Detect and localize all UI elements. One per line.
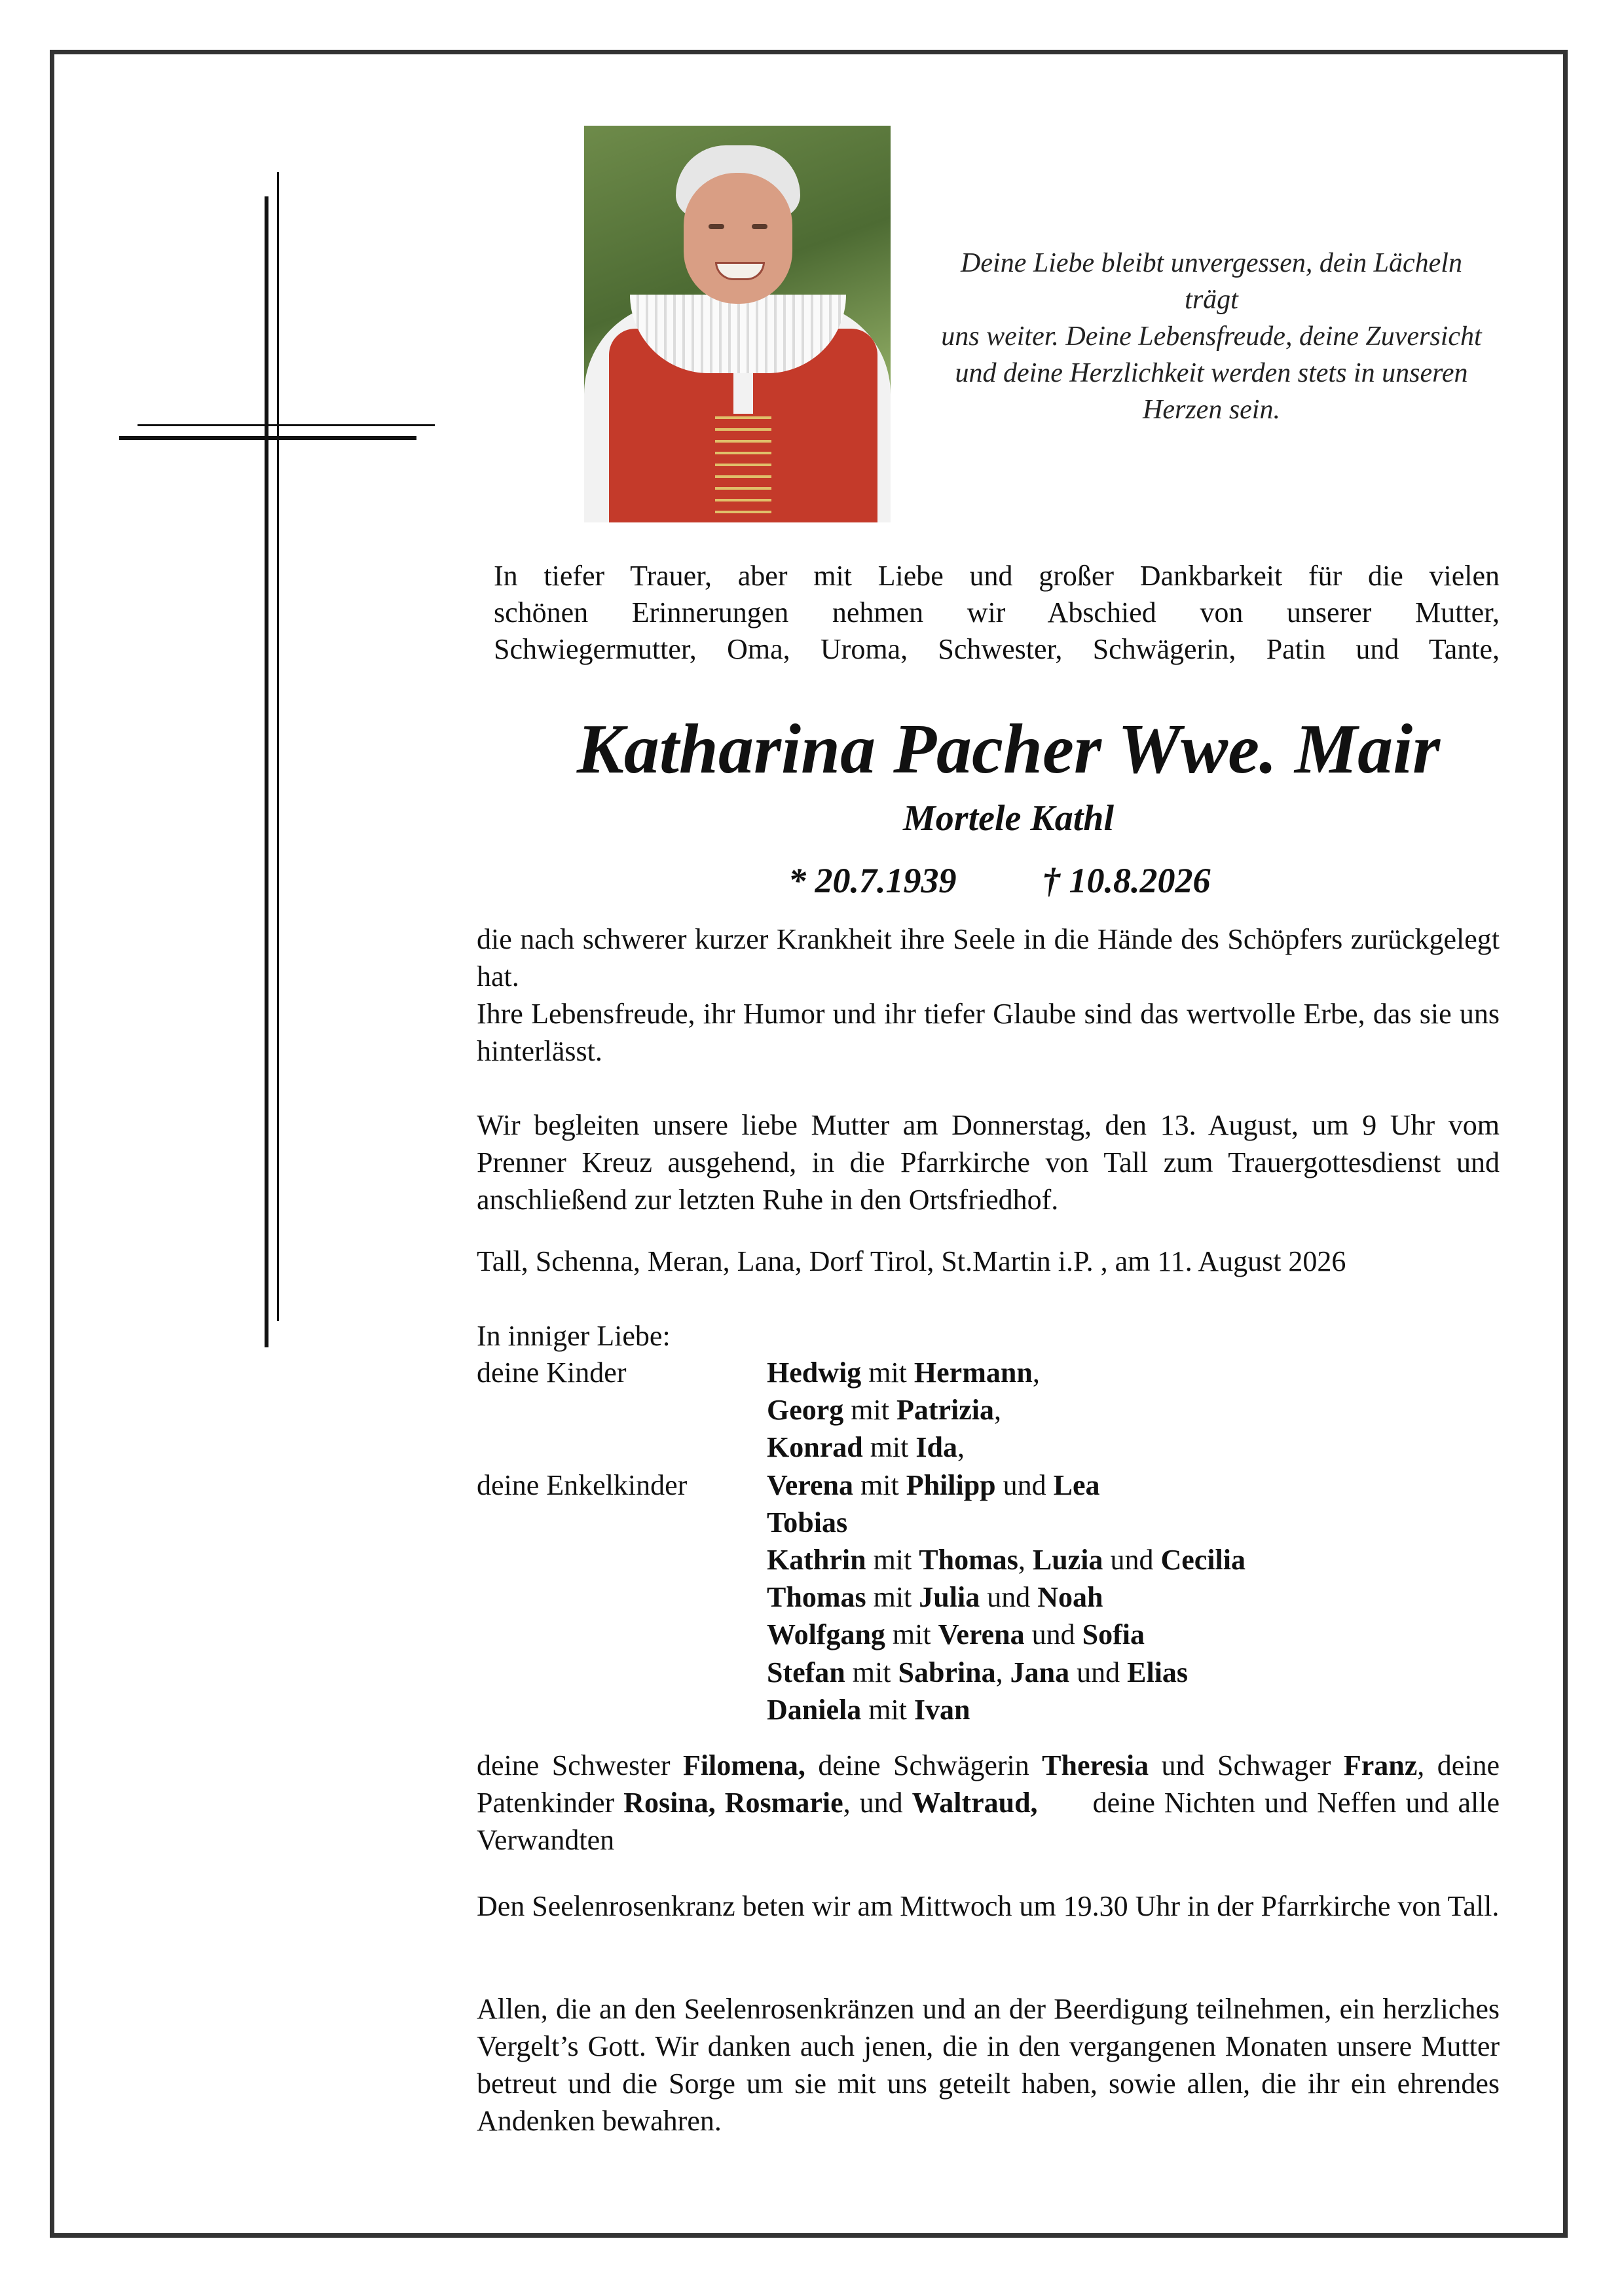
relative-text: deine Schwester [477,1749,683,1781]
connector-text: und [995,1468,1054,1501]
family-row [477,1391,1500,1429]
connector-text: , [957,1431,965,1464]
funeral-paragraph [477,1106,1500,1218]
connector-text: mit [862,1431,916,1464]
grandchildren-label: deine Enkelkinder [477,1468,688,1501]
legacy-text: Ihre Lebensfreude, ihr Humor und ihr tiefer Glaube sind das wertvolle Erbe, das sie uns hinterlässt. [477,998,1500,1067]
cross-icon [265,196,268,1347]
connector-text: und [1103,1543,1161,1576]
family-row [477,1504,1500,1541]
deceased-name: Katharina Pacher Wwe. Mair [576,710,1441,788]
relatives-paragraph [477,1747,1507,1859]
person-name: Noah [1037,1581,1103,1614]
relative-text: deine Schwägerin [805,1749,1043,1781]
connector-text: , [1032,1357,1040,1389]
connector-text: mit [843,1394,896,1427]
person-name: Sabrina [898,1656,996,1688]
connector-text: mit [866,1543,919,1576]
person-name: Kathrin [767,1543,866,1576]
person-name: Lea [1053,1468,1100,1501]
person-name: Ivan [913,1693,970,1726]
quote-line: Herzen sein. [1143,395,1280,425]
person-name: Julia [919,1581,980,1614]
relative-name: Waltraud, [912,1787,1038,1819]
family-names [767,1391,1001,1429]
person-name: Sofia [1082,1618,1145,1651]
connector-text: und [1024,1618,1082,1651]
family-list [477,1354,1500,1728]
person-name: Verena [767,1468,853,1501]
funeral-text: Wir begleiten unsere liebe Mutter am Donnerstag, den 13. August, um 9 Uhr vom Prenner Kreuz ausgehend, in die Pfarrkirche von Tall zum Trauergottesdienst und anschließend zur letzten Ruhe in den Ortsfriedhof. [477,1109,1500,1216]
relative-name: Filomena, [682,1749,805,1781]
connector-text: mit [853,1468,906,1501]
person-name: Hedwig [767,1357,862,1389]
person-name: Elias [1127,1656,1189,1688]
quote-line: und deine Herzlichkeit werden stets in unseren [955,358,1468,388]
person-name: Konrad [767,1431,863,1464]
family-names [767,1654,1188,1691]
death-date: † 10.8.2026 [1043,861,1211,900]
mourners-heading [477,1317,1500,1355]
person-name: Ida [915,1431,957,1464]
person-name: Thomas [919,1543,1018,1576]
rosary-text: Den Seelenrosenkranz beten wir am Mittwoch um 19.30 Uhr in der Pfarrkirche von Tall. [477,1890,1500,1922]
person-name: Luzia [1032,1543,1103,1576]
place-date-line [477,1243,1500,1280]
children-label: deine Kinder [477,1357,627,1389]
family-names [767,1467,1100,1504]
cross-beam [119,436,416,440]
connector-text: , [1018,1543,1033,1576]
family-row [477,1578,1500,1616]
family-names [767,1429,965,1466]
connector-text: und [1069,1656,1128,1688]
person-name: Daniela [767,1693,862,1726]
life-dates [788,858,1247,903]
person-name: Georg [767,1394,844,1427]
family-row [477,1541,1500,1578]
relative-text: , deine Patenkinder [477,1749,1507,1819]
connector-text: , [994,1394,1002,1427]
family-names [767,1578,1103,1616]
family-row [477,1429,1500,1466]
intro-text [494,558,1500,668]
family-row [477,1691,1500,1728]
connector-text: und [980,1581,1038,1614]
family-names [767,1691,970,1728]
intro-line: In tiefer Trauer, aber mit Liebe und großer Dankbarkeit für die vielen [494,560,1500,592]
passing-text: die nach schwerer kurzer Krankheit ihre Seele in die Hände des Schöpfers zurückgelegt hat. [477,923,1500,993]
connector-text: mit [861,1357,914,1389]
relative-name: Franz [1343,1749,1418,1781]
memorial-quote [936,245,1486,428]
connector-text: mit [866,1581,919,1614]
person-name: Thomas [767,1581,866,1614]
intro-line: schönen Erinnerungen nehmen wir Abschied von unserer Mutter, [494,596,1500,629]
person-name: Patrizia [896,1394,995,1427]
person-name: Stefan [767,1656,845,1688]
connector-text: mit [861,1693,914,1726]
family-row [477,1654,1500,1691]
person-name: Tobias [767,1506,848,1539]
person-name: Hermann [913,1357,1033,1389]
quote-line: uns weiter. Deine Lebensfreude, deine Zuversicht [941,321,1482,352]
passing-paragraph [477,920,1500,1070]
mourners-heading-text: In inniger Liebe: [477,1320,671,1352]
person-name: Cecilia [1160,1543,1246,1576]
family-row [477,1616,1500,1653]
family-row [477,1467,1500,1504]
family-names [767,1541,1246,1578]
place-date-text: Tall, Schenna, Meran, Lana, Dorf Tirol, St.Martin i.P. , am 11. August 2026 [477,1245,1346,1277]
relative-name: Theresia [1042,1749,1149,1781]
intro-line: Schwiegermutter, Oma, Uroma, Schwester, Schwägerin, Patin und Tante, [494,633,1500,665]
family-names [767,1354,1040,1391]
family-names [767,1616,1145,1653]
family-names [767,1504,847,1541]
family-row [477,1354,1500,1391]
thanks-paragraph [477,1990,1500,2140]
relative-text: , und [843,1787,912,1819]
thanks-text: Allen, die an den Seelenrosenkränzen und an der Beerdigung teilnehmen, ein herzliches Vergelt’s Gott. Wir danken auch jenen, die in den vergangenen Monaten unsere Mutter betreut und die Sorge um sie mit uns geteilt haben, sowie allen, die ihr ein ehrendes Andenken bewahren. [477,1993,1500,2137]
person-name: Wolfgang [767,1618,885,1651]
connector-text: mit [885,1618,938,1651]
cross-line-vertical [277,172,279,1321]
person-name: Jana [1010,1656,1070,1688]
person-name: Philipp [906,1468,996,1501]
portrait-photo [584,126,891,522]
deceased-nickname: Mortele Kathl [902,798,1115,839]
connector-text: mit [845,1656,898,1688]
cross-line-horizontal [138,424,435,426]
relative-text: deine Nichten und Neffen und alle Verwandten [477,1787,1507,1856]
relative-name: Rosina, Rosmarie [623,1787,843,1819]
rosary-paragraph [477,1887,1500,1925]
relative-text: und Schwager [1149,1749,1344,1781]
connector-text: , [995,1656,1010,1688]
birth-date: * 20.7.1939 [788,861,957,900]
quote-line: Deine Liebe bleibt unvergessen, dein Lächeln trägt [961,248,1462,315]
person-name: Verena [938,1618,1025,1651]
